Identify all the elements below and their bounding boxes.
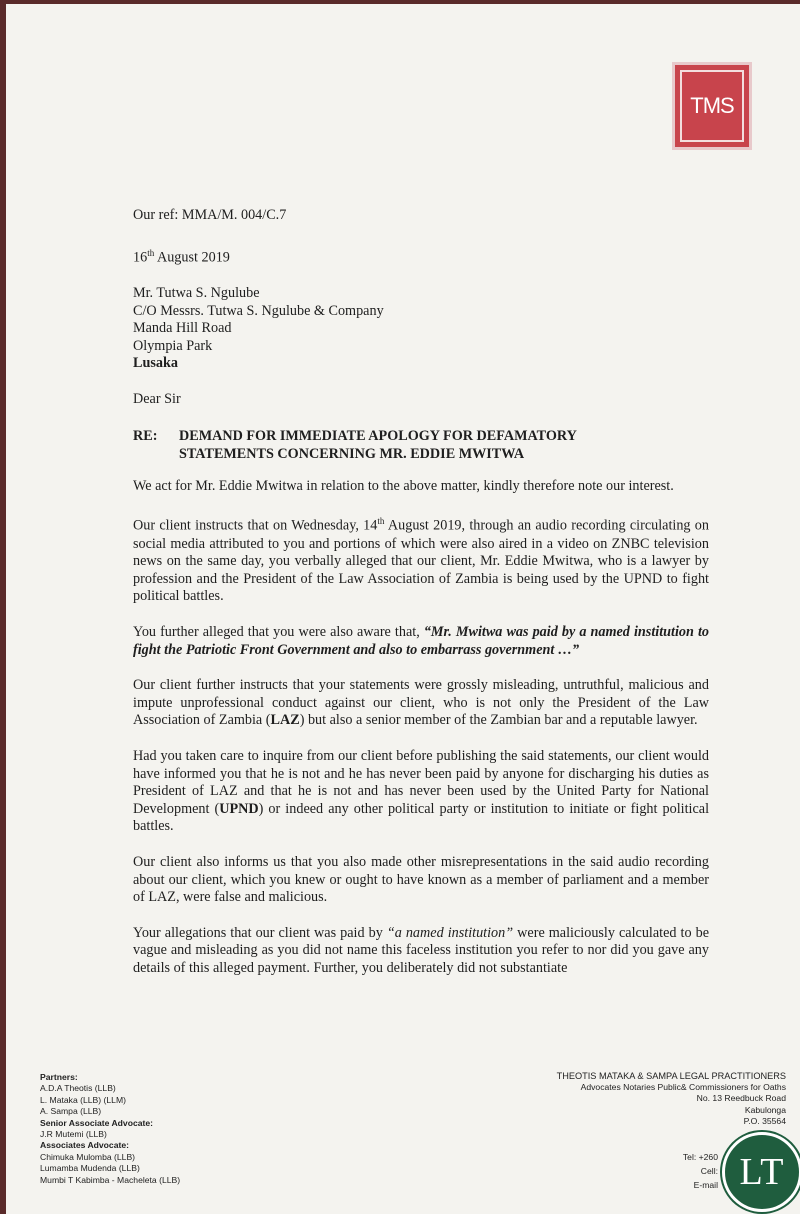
recipient-address [133, 285, 709, 373]
paragraph-1: We act for Mr. Eddie Mwitwa in relation to the above matter, kindly therefore note our interest. [133, 477, 674, 494]
partners-list: Partners: A.D.A Theotis (LLB) L. Mataka (LLB) (LLM) A. Sampa (LLB) Senior Associate Advocate: J.R Mutemi (LLB) Associates Advocate: Chimuka Mulomba (LLB) Lumamba Mudenda (LLB) Mumbi T Kabimba - Macheleta (LLB) [40, 1072, 181, 1185]
alleged-quote: “Mr. Mwitwa was paid by a named institution to fight the Patriotic Front Government and also to embarrass government …” [133, 623, 709, 658]
paragraph-2: Our client instructs that on Wednesday, 14th August 2019, through an audio recording circulating on social media attributed to you and portions of which were also aired in a video on ZNBC television news on the same day, you verbally alleged that our client, Mr. Eddie Mwitwa, who is a lawyer by profession and the President of the Law Association of Zambia is being used by the UPND to fight political battles. [133, 516, 709, 605]
paragraph-7: Your allegations that our client was paid by “a named institution” were maliciously calculated to be vague and misleading as you did not name this faceless institution you refer to nor did you gave any details of this alleged payment. Further, you deliberately did not substantiate [133, 924, 709, 976]
paragraph-5: Had you taken care to inquire from our client before publishing the said statements, our client would have informed you that he is not and he has never been paid by anyone for discharging his duties as President of LAZ and that he is not and has never been used by the United Party for National Development (UPND) or indeed any other political party or institution to initiate or fight political battles. [133, 747, 710, 835]
reference-line: Our ref: MMA/M. 004/C.7 [133, 207, 287, 223]
lt-watermark-logo: LT [722, 1132, 800, 1212]
address-line: Mr. Tutwa S. Ngulube [133, 284, 260, 301]
subject-text: DEMAND FOR IMMEDIATE APOLOGY FOR DEFAMATORY STATEMENTS CONCERNING MR. EDDIE MWITWA [179, 428, 577, 463]
firm-contacts: Tel: +260 Cell: E-mail [682, 1152, 718, 1190]
firm-details: THEOTIS MATAKA & SAMPA LEGAL PRACTITIONERS Advocates Notaries Public& Commissioners for Oaths No. 13 Reedbuck Road Kabulonga P.O. 35564 [556, 1071, 786, 1126]
tms-logo-text: TMS [680, 70, 744, 142]
subject-line [133, 428, 709, 463]
paragraph-6: Our client also informs us that you also made other misrepresentations in the said audio recording about our client, which you knew or ought to have known as a member of parliament and a member of LAZ, were false and malicious. [133, 853, 709, 906]
letter-page [6, 4, 800, 1214]
letter-date: 16th August 2019 [133, 247, 230, 266]
address-line: Manda Hill Road [133, 320, 232, 337]
address-city: Lusaka [133, 355, 178, 372]
salutation: Dear Sir [133, 390, 181, 407]
paragraph-4: Our client further instructs that your statements were grossly misleading, untruthful, malicious and impute unprofessional conduct against our client, who is not only the President of the Law Association of Zambia (LAZ) but also a senior member of the Zambian bar and a reputable lawyer. [133, 677, 709, 729]
address-line: C/O Messrs. Tutwa S. Ngulube & Company [133, 302, 384, 319]
paragraph-3: You further alleged that you were also aware that, “Mr. Mwitwa was paid by a named institution to fight the Patriotic Front Government and also to embarrass government …” [133, 623, 709, 658]
letter-body [133, 207, 709, 995]
address-line: Olympia Park [133, 337, 213, 354]
subject-label: RE: [133, 428, 158, 445]
tms-logo [672, 62, 752, 150]
